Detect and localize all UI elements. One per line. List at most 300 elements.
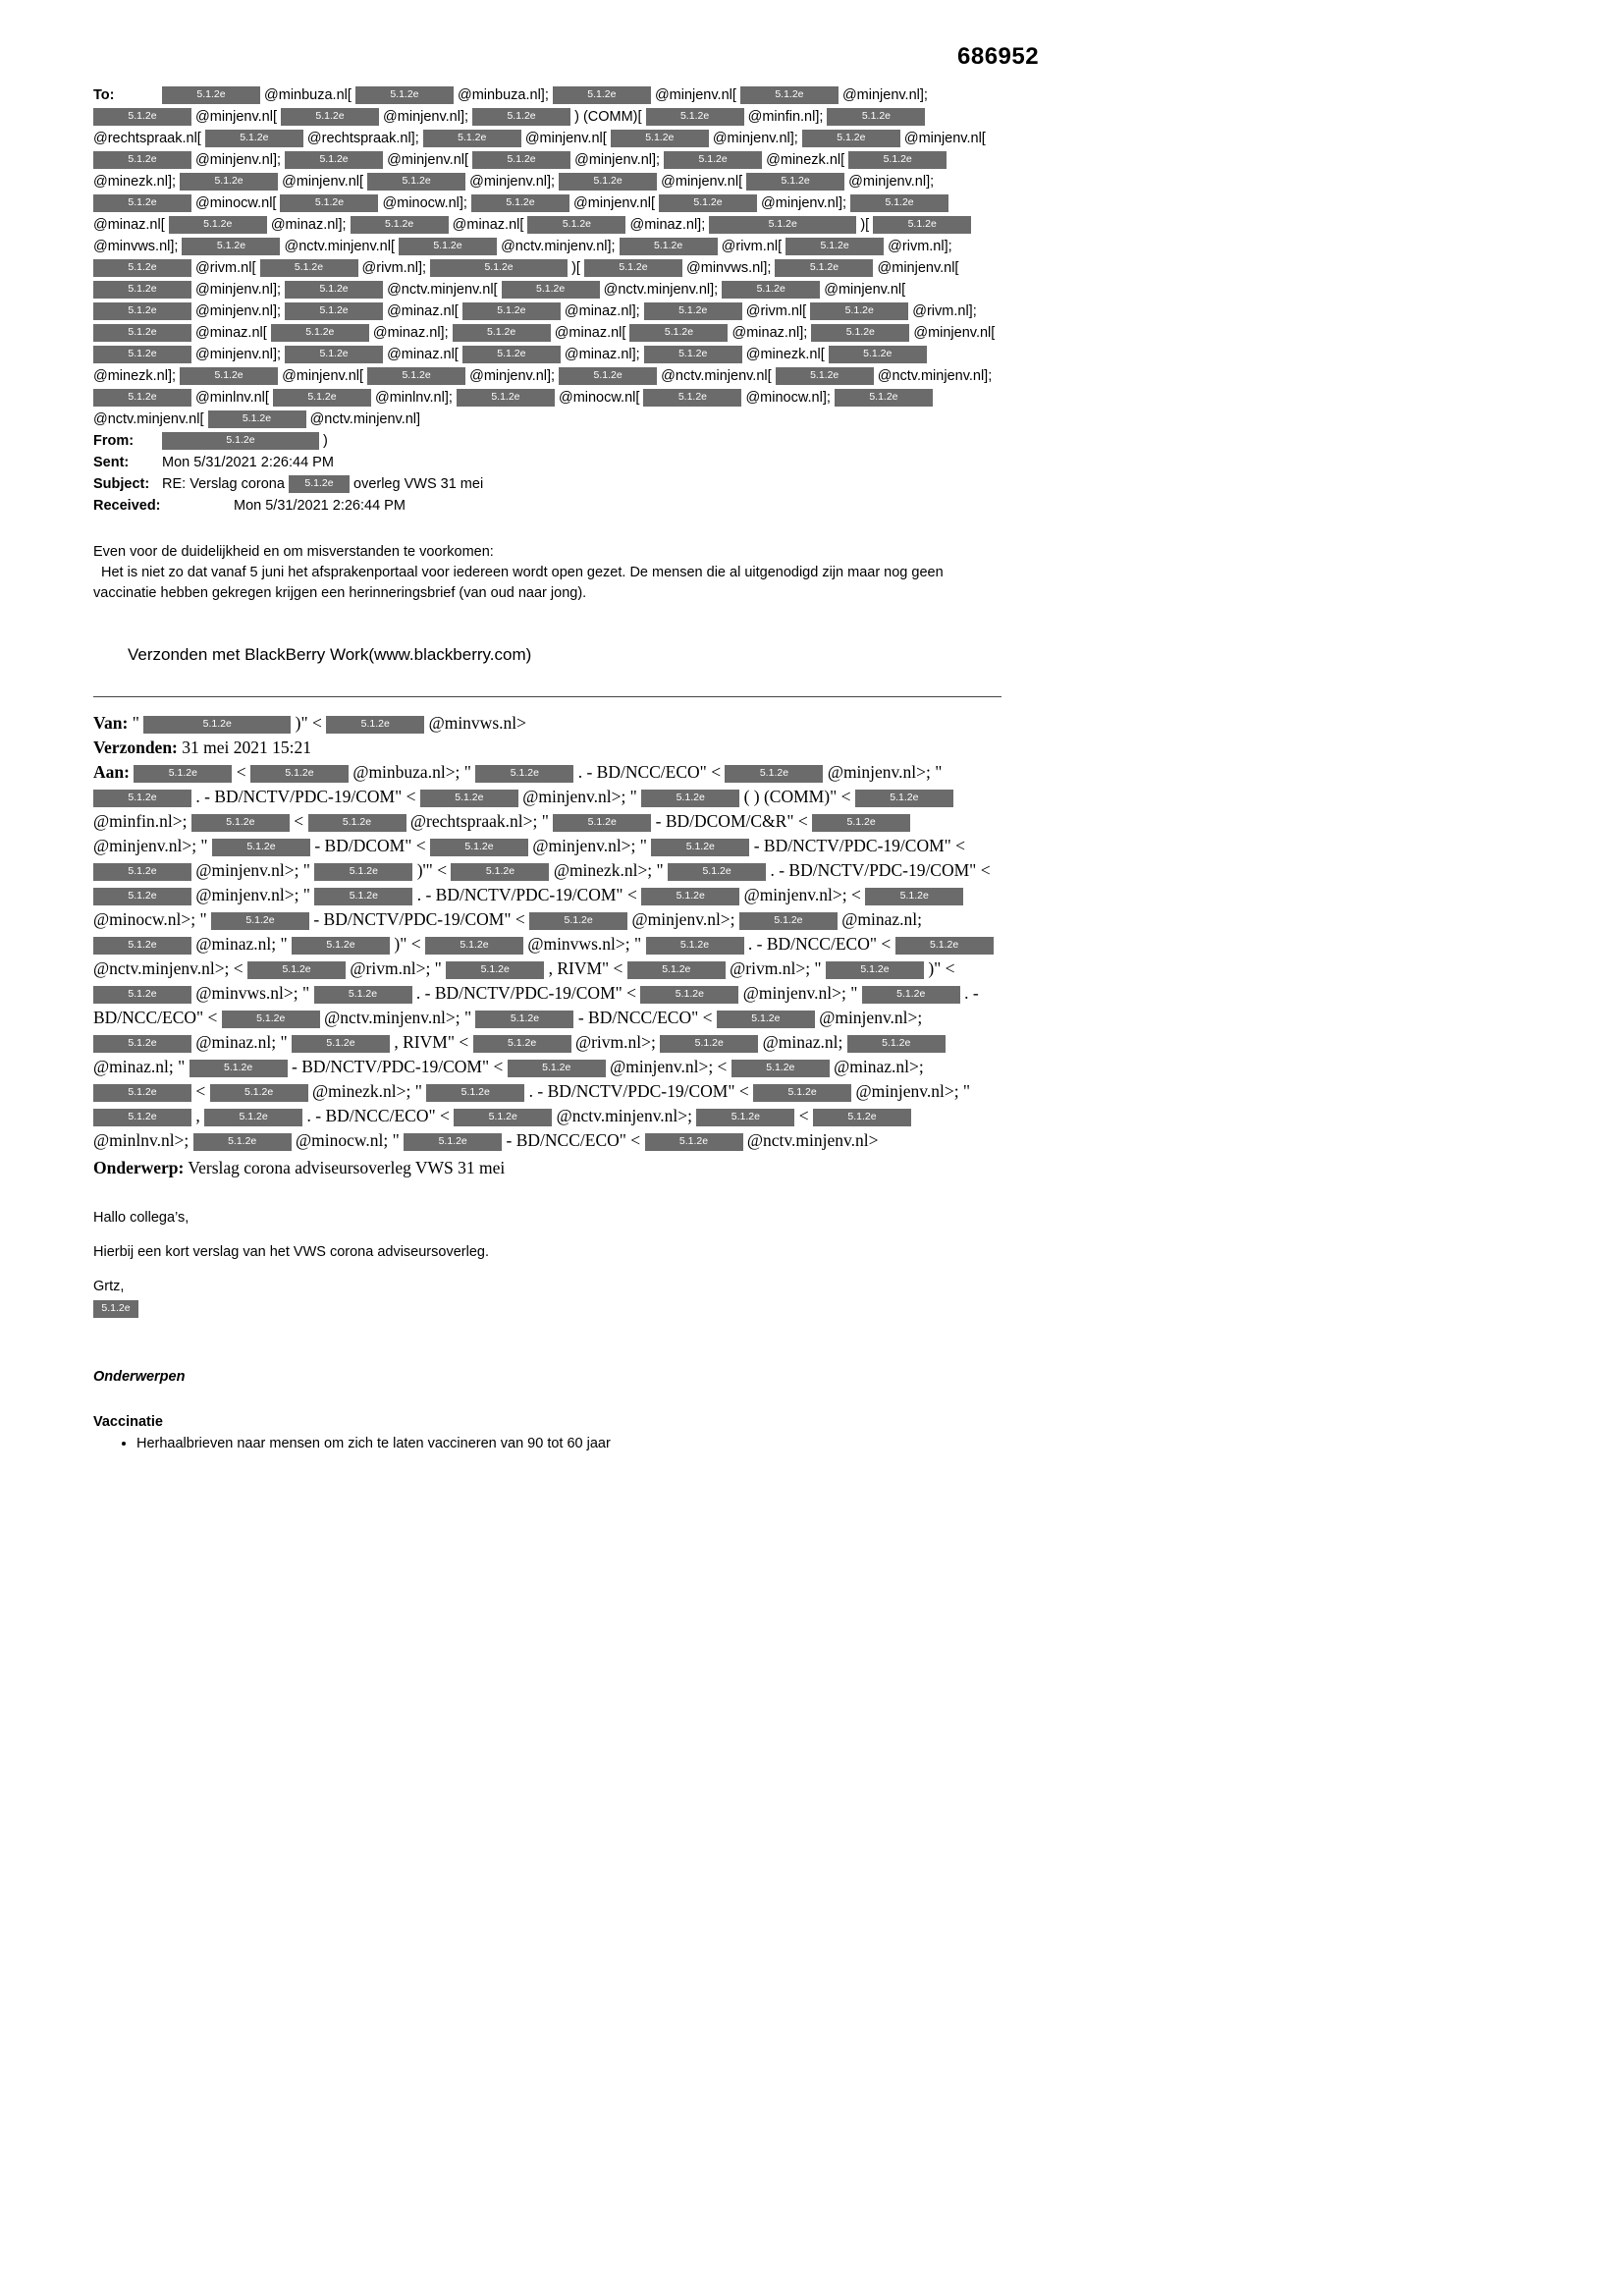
text-fragment: @minvws.nl]; bbox=[686, 260, 772, 276]
intro-paragraph bbox=[93, 542, 1001, 604]
text-fragment: @minvws.nl> bbox=[428, 713, 526, 733]
redaction-box: 5.1.2e bbox=[627, 961, 726, 979]
redaction-box: 5.1.2e bbox=[811, 324, 909, 342]
redaction-box: 5.1.2e bbox=[430, 839, 528, 856]
redaction-box: 5.1.2e bbox=[162, 86, 260, 104]
redaction-box: 5.1.2e bbox=[645, 1133, 743, 1151]
verzonden-value: 31 mei 2021 15:21 bbox=[182, 738, 311, 757]
redaction-box: 5.1.2e bbox=[292, 937, 390, 955]
redaction-box: 5.1.2e bbox=[559, 367, 657, 385]
redaction-box: 5.1.2e bbox=[731, 1060, 830, 1077]
header-row-received bbox=[93, 495, 1001, 517]
redaction-box: 5.1.2e bbox=[802, 130, 900, 147]
field-label-sent: Sent: bbox=[93, 455, 130, 470]
text-fragment: @minaz.nl]; bbox=[564, 303, 640, 319]
text-fragment: @minjenv.nl>; " bbox=[827, 762, 943, 782]
text-fragment: @minlnv.nl]; bbox=[374, 390, 453, 406]
field-label-verzonden: Verzonden: bbox=[93, 738, 178, 757]
text-fragment: @nctv.minjenv.nl[ bbox=[387, 282, 498, 298]
signature-line bbox=[93, 1299, 1001, 1320]
text-fragment: @minaz.nl[ bbox=[195, 325, 267, 341]
redaction-box: 5.1.2e bbox=[462, 346, 561, 363]
redaction-box: 5.1.2e bbox=[93, 151, 191, 169]
text-fragment: @minezk.nl>; " bbox=[553, 860, 664, 880]
message-text: Hierbij een kort verslag van het VWS corona adviseursoverleg. bbox=[93, 1244, 489, 1260]
text-fragment: @minaz.nl[ bbox=[452, 217, 524, 233]
redaction-box: 5.1.2e bbox=[462, 302, 561, 320]
text-fragment: @minjenv.nl]; bbox=[712, 131, 798, 146]
text-fragment: @nctv.minjenv.nl]; bbox=[603, 282, 719, 298]
quoted-row-van bbox=[93, 711, 1001, 736]
redaction-box: 5.1.2e bbox=[271, 324, 369, 342]
redaction-box: 5.1.2e bbox=[785, 238, 884, 255]
redaction-box: 5.1.2e bbox=[351, 216, 449, 234]
redaction-box: 5.1.2e bbox=[611, 130, 709, 147]
text-fragment: @nctv.minjenv.nl]; bbox=[501, 239, 616, 254]
redaction-box: 5.1.2e bbox=[475, 1011, 573, 1028]
text-fragment: @minaz.nl]; bbox=[564, 347, 640, 362]
redaction-box: 5.1.2e bbox=[644, 302, 742, 320]
text-fragment: @minaz.nl; " bbox=[195, 1032, 288, 1052]
text-fragment: @nctv.minjenv.nl>; bbox=[556, 1106, 693, 1125]
text-fragment: RE: Verslag corona bbox=[162, 476, 285, 492]
text-fragment: @minaz.nl]; bbox=[372, 325, 449, 341]
redaction-box: 5.1.2e bbox=[425, 937, 523, 955]
text-fragment: . - BD/NCTV/PDC-19/COM" < bbox=[416, 885, 637, 904]
text-fragment: )" < bbox=[295, 713, 322, 733]
text-fragment: @minlnv.nl>; bbox=[93, 1130, 189, 1150]
redaction-box: 5.1.2e bbox=[776, 367, 874, 385]
text-fragment: - BD/NCC/ECO" < bbox=[577, 1008, 713, 1027]
text-fragment: @minbuza.nl[ bbox=[264, 87, 352, 103]
redaction-box: 5.1.2e bbox=[314, 986, 412, 1004]
redaction-box: 5.1.2e bbox=[308, 814, 406, 832]
text-fragment: @rivm.nl]; bbox=[361, 260, 427, 276]
redaction-box: 5.1.2e bbox=[553, 814, 651, 832]
redaction-box: 5.1.2e bbox=[273, 389, 371, 407]
redaction-box: 5.1.2e bbox=[457, 389, 555, 407]
header-row-from bbox=[93, 430, 1001, 452]
redaction-box: 5.1.2e bbox=[426, 1084, 524, 1102]
redaction-box: 5.1.2e bbox=[862, 986, 960, 1004]
received-value: Mon 5/31/2021 2:26:44 PM bbox=[234, 498, 406, 514]
text-fragment: @minaz.nl; bbox=[841, 909, 923, 929]
redaction-box: 5.1.2e bbox=[355, 86, 454, 104]
redaction-box: 5.1.2e bbox=[835, 389, 933, 407]
document-content bbox=[93, 84, 1001, 1454]
redaction-box: 5.1.2e bbox=[211, 912, 309, 930]
redaction-box: 5.1.2e bbox=[180, 173, 278, 191]
text-fragment: )[ bbox=[571, 260, 580, 276]
signature-redaction bbox=[93, 1301, 138, 1317]
redaction-box: 5.1.2e bbox=[93, 1300, 138, 1318]
redaction-box: 5.1.2e bbox=[93, 302, 191, 320]
text-fragment: @rivm.nl[ bbox=[195, 260, 256, 276]
redaction-box: 5.1.2e bbox=[471, 194, 569, 212]
redaction-box: 5.1.2e bbox=[826, 961, 924, 979]
redaction-box: 5.1.2e bbox=[399, 238, 497, 255]
text-fragment: @rechtspraak.nl]; bbox=[306, 131, 419, 146]
redaction-box: 5.1.2e bbox=[646, 937, 744, 955]
redaction-box: 5.1.2e bbox=[191, 814, 290, 832]
text-fragment: ) (COMM)[ bbox=[574, 109, 642, 125]
redaction-box: 5.1.2e bbox=[641, 790, 739, 807]
text-fragment: @minocw.nl; bbox=[296, 1130, 389, 1150]
redaction-box: 5.1.2e bbox=[289, 475, 350, 493]
text-fragment: - BD/NCTV/PDC-19/COM" < bbox=[753, 836, 966, 855]
text-fragment: @minjenv.nl>; bbox=[819, 1008, 923, 1027]
to-recipients bbox=[93, 87, 995, 427]
redaction-box: 5.1.2e bbox=[204, 1109, 302, 1126]
field-label-van: Van: bbox=[93, 713, 129, 733]
redaction-box: 5.1.2e bbox=[473, 1035, 571, 1053]
text-fragment: @minocw.nl]; bbox=[745, 390, 831, 406]
redaction-box: 5.1.2e bbox=[664, 151, 762, 169]
text-fragment: @minjenv.nl[ bbox=[654, 87, 736, 103]
text-fragment: @minlnv.nl[ bbox=[195, 390, 269, 406]
text-fragment: @minjenv.nl]; bbox=[383, 109, 469, 125]
text-fragment: @minaz.nl]; bbox=[731, 325, 808, 341]
redaction-box: 5.1.2e bbox=[472, 108, 570, 126]
text-fragment: , RIVM" < bbox=[394, 1032, 469, 1052]
text-fragment: @nctv.minjenv.nl] bbox=[309, 411, 421, 427]
text-fragment: @rivm.nl]; bbox=[888, 239, 952, 254]
text-fragment: @minaz.nl]; bbox=[629, 217, 706, 233]
text-fragment: . - BD/NCC/ECO" < bbox=[306, 1106, 450, 1125]
sent-value: Mon 5/31/2021 2:26:44 PM bbox=[162, 455, 334, 470]
quoted-row-verzonden bbox=[93, 736, 1001, 760]
field-label-subject: Subject: bbox=[93, 476, 150, 492]
text-fragment: @minjenv.nl>; " bbox=[742, 983, 858, 1003]
text-fragment: @minfin.nl]; bbox=[747, 109, 824, 125]
redaction-box: 5.1.2e bbox=[775, 259, 873, 277]
redaction-box: 5.1.2e bbox=[222, 1011, 320, 1028]
text-fragment: . - BD/NCC/ECO" < bbox=[747, 934, 892, 954]
redaction-box: 5.1.2e bbox=[850, 194, 948, 212]
text-fragment: @minjenv.nl[ bbox=[877, 260, 959, 276]
redaction-box: 5.1.2e bbox=[134, 765, 232, 783]
redaction-box: 5.1.2e bbox=[873, 216, 971, 234]
text-fragment: < bbox=[711, 762, 722, 782]
subject-value bbox=[162, 476, 483, 492]
text-fragment: @minbuza.nl>; " bbox=[352, 762, 471, 782]
text-fragment: @nctv.minjenv.nl]; bbox=[877, 368, 993, 384]
redaction-box: 5.1.2e bbox=[292, 1035, 390, 1053]
text-fragment: - BD/DCOM/C&R" < bbox=[655, 811, 808, 831]
text-fragment: @minjenv.nl>; " bbox=[93, 836, 208, 855]
redaction-box: 5.1.2e bbox=[659, 194, 757, 212]
text-fragment: @minjenv.nl]; bbox=[195, 303, 282, 319]
redaction-box: 5.1.2e bbox=[93, 389, 191, 407]
redaction-box: 5.1.2e bbox=[285, 151, 383, 169]
redaction-box: 5.1.2e bbox=[722, 281, 820, 299]
redaction-box: 5.1.2e bbox=[93, 863, 191, 881]
redaction-box: 5.1.2e bbox=[829, 346, 927, 363]
redaction-box: 5.1.2e bbox=[696, 1109, 794, 1126]
text-fragment: @minjenv.nl]; bbox=[841, 87, 928, 103]
onderwerp-value: Verslag corona adviseursoverleg VWS 31 mei bbox=[188, 1158, 506, 1177]
redaction-box: 5.1.2e bbox=[326, 716, 424, 734]
redaction-box: 5.1.2e bbox=[584, 259, 682, 277]
text-fragment: @minjenv.nl>; bbox=[631, 909, 735, 929]
text-fragment: @minjenv.nl]; bbox=[848, 174, 935, 190]
text-fragment: - BD/NCTV/PDC-19/COM" < bbox=[292, 1057, 504, 1076]
redaction-box: 5.1.2e bbox=[753, 1084, 851, 1102]
redaction-box: 5.1.2e bbox=[529, 912, 627, 930]
text-fragment: @minocw.nl]; bbox=[382, 195, 467, 211]
field-label-aan: Aan: bbox=[93, 762, 130, 782]
text-fragment: . - BD/NCTV/PDC-19/COM" < bbox=[195, 787, 416, 806]
text-fragment: @rivm.nl]; bbox=[912, 303, 977, 319]
text-fragment: @minfin.nl>; bbox=[93, 811, 188, 831]
text-fragment: @minaz.nl; " bbox=[195, 934, 288, 954]
redaction-box: 5.1.2e bbox=[813, 1109, 911, 1126]
signoff: Grtz, bbox=[93, 1279, 125, 1294]
text-fragment: @minvws.nl>; " bbox=[195, 983, 310, 1003]
text-fragment: )" < bbox=[394, 934, 421, 954]
redaction-box: 5.1.2e bbox=[827, 108, 925, 126]
text-fragment: < bbox=[236, 762, 246, 782]
redaction-box: 5.1.2e bbox=[143, 716, 291, 734]
intro-line-1: Even voor de duidelijkheid en om misverstanden te voorkomen: bbox=[93, 544, 494, 560]
redaction-box: 5.1.2e bbox=[848, 151, 947, 169]
text-fragment: @minjenv.nl]; bbox=[469, 174, 556, 190]
field-label-from: From: bbox=[93, 433, 135, 449]
text-fragment: @minjenv.nl>; " bbox=[532, 836, 647, 855]
redaction-box: 5.1.2e bbox=[640, 986, 738, 1004]
redaction-box: 5.1.2e bbox=[247, 961, 346, 979]
intro-line-2: Het is niet zo dat vanaf 5 juni het afsprakenportaal voor iedereen wordt open gezet. De mensen die al uitgenodigd zijn maar nog geen vaccinatie hebben gekregen krijgen een herinneringsbrief (van oud naar jong). bbox=[93, 565, 944, 601]
redaction-box: 5.1.2e bbox=[527, 216, 625, 234]
redaction-box: 5.1.2e bbox=[717, 1011, 815, 1028]
text-fragment: @minjenv.nl[ bbox=[573, 195, 655, 211]
redaction-box: 5.1.2e bbox=[895, 937, 994, 955]
text-fragment: - BD/NCTV/PDC-19/COM" < bbox=[313, 909, 525, 929]
redaction-box: 5.1.2e bbox=[169, 216, 267, 234]
redaction-box: 5.1.2e bbox=[93, 1084, 191, 1102]
text-fragment: )[ bbox=[860, 217, 870, 233]
text-fragment: @minjenv.nl>; " bbox=[195, 885, 310, 904]
redaction-box: 5.1.2e bbox=[847, 1035, 946, 1053]
redaction-box: 5.1.2e bbox=[553, 86, 651, 104]
redaction-box: 5.1.2e bbox=[502, 281, 600, 299]
redaction-box: 5.1.2e bbox=[404, 1133, 502, 1151]
redaction-box: 5.1.2e bbox=[740, 86, 839, 104]
field-label-onderwerp: Onderwerp: bbox=[93, 1158, 185, 1177]
van-value bbox=[133, 713, 526, 733]
text-fragment: @minjenv.nl[ bbox=[195, 109, 277, 125]
redaction-box: 5.1.2e bbox=[93, 108, 191, 126]
text-fragment: " bbox=[392, 1130, 400, 1150]
redaction-box: 5.1.2e bbox=[453, 324, 551, 342]
text-fragment: @minocw.nl>; " bbox=[93, 909, 207, 929]
text-fragment: @minjenv.nl]; bbox=[195, 152, 282, 168]
text-fragment: @minezk.nl]; bbox=[93, 368, 177, 384]
quoted-header bbox=[93, 711, 1001, 1180]
text-fragment: @rivm.nl>; " bbox=[730, 958, 822, 978]
redaction-box: 5.1.2e bbox=[93, 937, 191, 955]
text-fragment: " bbox=[132, 713, 139, 733]
redaction-box: 5.1.2e bbox=[559, 173, 657, 191]
text-fragment: @rechtspraak.nl>; " bbox=[409, 811, 549, 831]
divider-line bbox=[93, 696, 1001, 697]
bullet-list bbox=[93, 1434, 1001, 1454]
text-fragment: < bbox=[294, 811, 304, 831]
topics-heading: Onderwerpen bbox=[93, 1369, 186, 1385]
redaction-box: 5.1.2e bbox=[212, 839, 310, 856]
text-fragment: @nctv.minjenv.nl>; " bbox=[324, 1008, 472, 1027]
redaction-box: 5.1.2e bbox=[644, 346, 742, 363]
text-fragment: . - BD/NCTV/PDC-19/COM" < bbox=[770, 860, 991, 880]
text-fragment: - BD/DCOM" < bbox=[314, 836, 426, 855]
redaction-box: 5.1.2e bbox=[420, 790, 518, 807]
text-fragment: . - BD/NCTV/PDC-19/COM" < bbox=[415, 983, 637, 1003]
text-fragment: @minaz.nl; bbox=[762, 1032, 843, 1052]
quoted-row-aan bbox=[93, 760, 1001, 1153]
text-fragment: @minaz.nl[ bbox=[387, 347, 459, 362]
redaction-box: 5.1.2e bbox=[93, 1035, 191, 1053]
text-fragment: @minjenv.nl]; bbox=[195, 347, 282, 362]
text-fragment: @nctv.minjenv.nl>; < bbox=[93, 958, 244, 978]
redaction-box: 5.1.2e bbox=[281, 108, 379, 126]
redaction-box: 5.1.2e bbox=[205, 130, 303, 147]
text-fragment: @minezk.nl>; " bbox=[312, 1081, 422, 1101]
text-fragment: @rechtspraak.nl[ bbox=[93, 131, 201, 146]
text-fragment: @minjenv.nl>; < bbox=[743, 885, 861, 904]
redaction-box: 5.1.2e bbox=[285, 302, 383, 320]
message-body bbox=[93, 1208, 1001, 1320]
text-fragment: @nctv.minjenv.nl[ bbox=[661, 368, 772, 384]
text-fragment: @minaz.nl[ bbox=[93, 217, 165, 233]
redaction-box: 5.1.2e bbox=[189, 1060, 288, 1077]
from-value bbox=[162, 433, 328, 449]
blackberry-line: Verzonden met BlackBerry Work(www.blackberry.com) bbox=[128, 645, 532, 664]
text-fragment: < bbox=[798, 1106, 809, 1125]
text-fragment: @minvws.nl]; bbox=[93, 239, 179, 254]
text-fragment: overleg VWS 31 mei bbox=[353, 476, 484, 492]
redaction-box: 5.1.2e bbox=[93, 324, 191, 342]
header-row-subject bbox=[93, 473, 1001, 495]
text-fragment: @minjenv.nl]; bbox=[761, 195, 847, 211]
text-fragment: , bbox=[195, 1106, 200, 1125]
redaction-box: 5.1.2e bbox=[446, 961, 544, 979]
text-fragment: @minjenv.nl[ bbox=[661, 174, 743, 190]
redaction-box: 5.1.2e bbox=[451, 863, 549, 881]
redaction-box: 5.1.2e bbox=[314, 888, 412, 905]
redaction-box: 5.1.2e bbox=[210, 1084, 308, 1102]
redaction-box: 5.1.2e bbox=[423, 130, 521, 147]
text-fragment: )'" < bbox=[416, 860, 448, 880]
redaction-box: 5.1.2e bbox=[208, 410, 306, 428]
text-fragment: @minjenv.nl>; " bbox=[855, 1081, 971, 1101]
redaction-box: 5.1.2e bbox=[93, 790, 191, 807]
redaction-box: 5.1.2e bbox=[193, 1133, 292, 1151]
redaction-box: 5.1.2e bbox=[668, 863, 766, 881]
redaction-box: 5.1.2e bbox=[739, 912, 838, 930]
redaction-box: 5.1.2e bbox=[93, 1109, 191, 1126]
redaction-box: 5.1.2e bbox=[285, 281, 383, 299]
redaction-box: 5.1.2e bbox=[93, 888, 191, 905]
text-fragment: @minaz.nl[ bbox=[387, 303, 459, 319]
text-fragment: @rivm.nl[ bbox=[721, 239, 783, 254]
redaction-box: 5.1.2e bbox=[430, 259, 568, 277]
redaction-box: 5.1.2e bbox=[93, 281, 191, 299]
text-fragment: @nctv.minjenv.nl[ bbox=[93, 411, 204, 427]
text-fragment: ( ) (COMM)" < bbox=[743, 787, 851, 806]
redaction-box: 5.1.2e bbox=[250, 765, 349, 783]
text-fragment: - BD/NCC/ECO" < bbox=[506, 1130, 641, 1150]
redaction-box: 5.1.2e bbox=[93, 194, 191, 212]
redaction-box: 5.1.2e bbox=[641, 888, 739, 905]
text-fragment: @minezk.nl[ bbox=[766, 152, 845, 168]
text-fragment: @minjenv.nl[ bbox=[824, 282, 906, 298]
text-fragment: @minjenv.nl[ bbox=[282, 368, 364, 384]
doc-number: 686952 bbox=[957, 43, 1040, 70]
text-fragment: )" < bbox=[928, 958, 955, 978]
text-fragment: @nctv.minjenv.nl> bbox=[746, 1130, 879, 1150]
redaction-box: 5.1.2e bbox=[260, 259, 358, 277]
text-fragment: @minezk.nl[ bbox=[745, 347, 825, 362]
text-fragment: @minaz.nl[ bbox=[554, 325, 626, 341]
text-fragment: @minjenv.nl>; < bbox=[610, 1057, 728, 1076]
greeting: Hallo collega’s, bbox=[93, 1210, 189, 1226]
redaction-box: 5.1.2e bbox=[314, 863, 412, 881]
section-title-vaccinatie: Vaccinatie bbox=[93, 1414, 163, 1430]
text-fragment: @nctv.minjenv.nl[ bbox=[284, 239, 395, 254]
redaction-box: 5.1.2e bbox=[367, 173, 465, 191]
redaction-box: 5.1.2e bbox=[280, 194, 378, 212]
redaction-box: 5.1.2e bbox=[629, 324, 728, 342]
text-fragment: . - BD/NCTV/PDC-19/COM" < bbox=[528, 1081, 749, 1101]
redaction-box: 5.1.2e bbox=[508, 1060, 606, 1077]
redaction-box: 5.1.2e bbox=[285, 346, 383, 363]
redaction-box: 5.1.2e bbox=[865, 888, 963, 905]
redaction-box: 5.1.2e bbox=[651, 839, 749, 856]
text-fragment: @minjenv.nl[ bbox=[387, 152, 469, 168]
text-fragment: @minocw.nl[ bbox=[195, 195, 277, 211]
redaction-box: 5.1.2e bbox=[810, 302, 908, 320]
text-fragment: , RIVM" < bbox=[548, 958, 623, 978]
redaction-box: 5.1.2e bbox=[93, 346, 191, 363]
bullet-item: • Herhaalbrieven naar mensen om zich te laten vaccineren van 90 tot 60 jaar bbox=[136, 1434, 1001, 1454]
redaction-box: 5.1.2e bbox=[93, 259, 191, 277]
text-fragment: . - BD/NCC/ECO" bbox=[577, 762, 707, 782]
text-fragment: @minezk.nl]; bbox=[93, 174, 177, 190]
redaction-box: 5.1.2e bbox=[93, 986, 191, 1004]
text-fragment: @minvws.nl>; " bbox=[527, 934, 642, 954]
redaction-box: 5.1.2e bbox=[182, 238, 280, 255]
redaction-box: 5.1.2e bbox=[855, 790, 953, 807]
text-fragment: @rivm.nl>; bbox=[574, 1032, 656, 1052]
quoted-row-onderwerp bbox=[93, 1156, 1001, 1180]
text-fragment: @minjenv.nl[ bbox=[282, 174, 364, 190]
text-fragment: @minjenv.nl>; " bbox=[522, 787, 637, 806]
redaction-box: 5.1.2e bbox=[709, 216, 856, 234]
text-fragment: @minbuza.nl]; bbox=[457, 87, 549, 103]
text-fragment: @minjenv.nl]; bbox=[574, 152, 661, 168]
redaction-box: 5.1.2e bbox=[454, 1109, 552, 1126]
text-fragment: @minaz.nl>; bbox=[834, 1057, 924, 1076]
text-fragment: @minocw.nl[ bbox=[558, 390, 640, 406]
text-fragment: < bbox=[195, 1081, 206, 1101]
text-fragment: @minjenv.nl[ bbox=[524, 131, 607, 146]
text-fragment: @minaz.nl; " bbox=[93, 1057, 186, 1076]
text-fragment: @minjenv.nl[ bbox=[903, 131, 986, 146]
header-row-sent bbox=[93, 452, 1001, 473]
redaction-box: 5.1.2e bbox=[367, 367, 465, 385]
text-fragment: @minjenv.nl]; bbox=[469, 368, 556, 384]
redaction-box: 5.1.2e bbox=[812, 814, 910, 832]
